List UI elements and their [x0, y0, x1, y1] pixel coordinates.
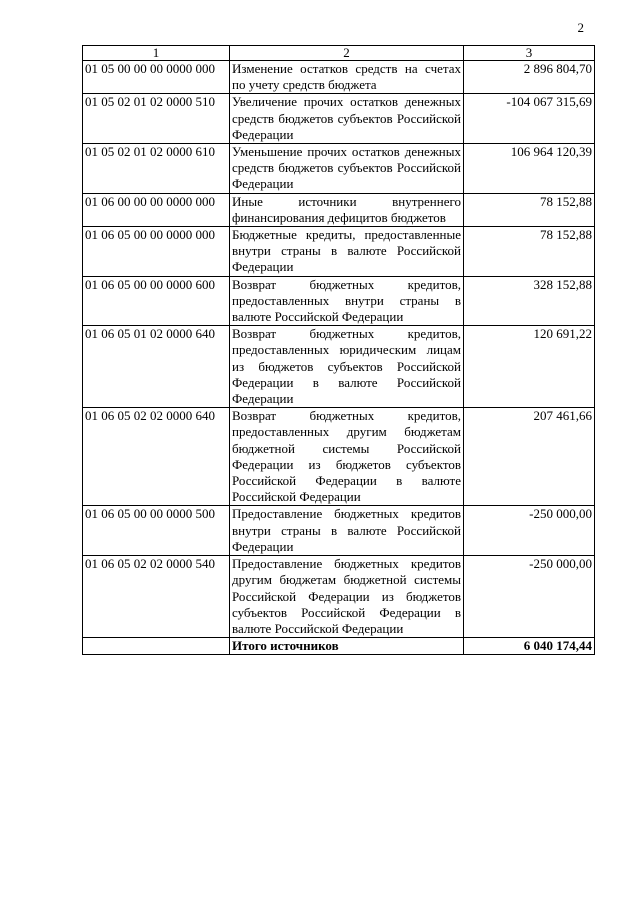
row-name: Возврат бюджетных кредитов, предоставленных другим бюджетам бюджетной системы Российской Федерации из бюджетов субъектов Российской Федерации в валюте Российской Федерации [230, 408, 464, 506]
row-amount: -250 000,00 [464, 556, 595, 638]
column-header-code: 1 [83, 46, 230, 61]
row-code: 01 06 05 00 00 0000 500 [83, 506, 230, 556]
row-name: Возврат бюджетных кредитов, предоставленных внутри страны в валюте Российской Федерации [230, 276, 464, 326]
sources-table [82, 45, 595, 655]
row-code: 01 06 05 02 02 0000 540 [83, 556, 230, 638]
row-name: Возврат бюджетных кредитов, предоставленных юридическим лицам из бюджетов субъектов Российской Федерации в валюте Российской Федерации [230, 326, 464, 408]
row-code: 01 05 02 01 02 0000 610 [83, 144, 230, 194]
row-name: Увеличение прочих остатков денежных средств бюджетов субъектов Российской Федерации [230, 94, 464, 144]
row-name: Бюджетные кредиты, предоставленные внутри страны в валюте Российской Федерации [230, 227, 464, 277]
row-code: 01 06 00 00 00 0000 000 [83, 193, 230, 226]
total-code-cell [83, 638, 230, 655]
row-code: 01 06 05 01 02 0000 640 [83, 326, 230, 408]
total-row [83, 638, 595, 655]
row-name: Изменение остатков средств на счетах по учету средств бюджета [230, 61, 464, 94]
row-amount: -250 000,00 [464, 506, 595, 556]
table-row [83, 94, 595, 144]
row-name: Предоставление бюджетных кредитов внутри страны в валюте Российской Федерации [230, 506, 464, 556]
table-row [83, 556, 595, 638]
column-header-amount: 3 [464, 46, 595, 61]
row-amount: 2 896 804,70 [464, 61, 595, 94]
total-amount: 6 040 174,44 [464, 638, 595, 655]
row-name: Предоставление бюджетных кредитов другим бюджетам бюджетной системы Российской Федерации из бюджетов субъектов Российской Федерации в валюте Российской Федерации [230, 556, 464, 638]
table-row [83, 326, 595, 408]
row-code: 01 06 05 02 02 0000 640 [83, 408, 230, 506]
row-name: Уменьшение прочих остатков денежных средств бюджетов субъектов Российской Федерации [230, 144, 464, 194]
row-amount: 78 152,88 [464, 193, 595, 226]
table-header-row [83, 46, 595, 61]
row-code: 01 06 05 00 00 0000 000 [83, 227, 230, 277]
table-row [83, 144, 595, 194]
row-amount: -104 067 315,69 [464, 94, 595, 144]
row-name: Иные источники внутреннего финансирования дефицитов бюджетов [230, 193, 464, 226]
row-amount: 78 152,88 [464, 227, 595, 277]
row-amount: 207 461,66 [464, 408, 595, 506]
table-row [83, 227, 595, 277]
table-row [83, 61, 595, 94]
page-number: 2 [577, 20, 584, 35]
table-row [83, 408, 595, 506]
row-code: 01 05 02 01 02 0000 510 [83, 94, 230, 144]
row-amount: 328 152,88 [464, 276, 595, 326]
table-row [83, 276, 595, 326]
row-amount: 120 691,22 [464, 326, 595, 408]
total-label: Итого источников [230, 638, 464, 655]
table-row [83, 506, 595, 556]
table-row [83, 193, 595, 226]
column-header-name: 2 [230, 46, 464, 61]
row-code: 01 06 05 00 00 0000 600 [83, 276, 230, 326]
row-amount: 106 964 120,39 [464, 144, 595, 194]
row-code: 01 05 00 00 00 0000 000 [83, 61, 230, 94]
